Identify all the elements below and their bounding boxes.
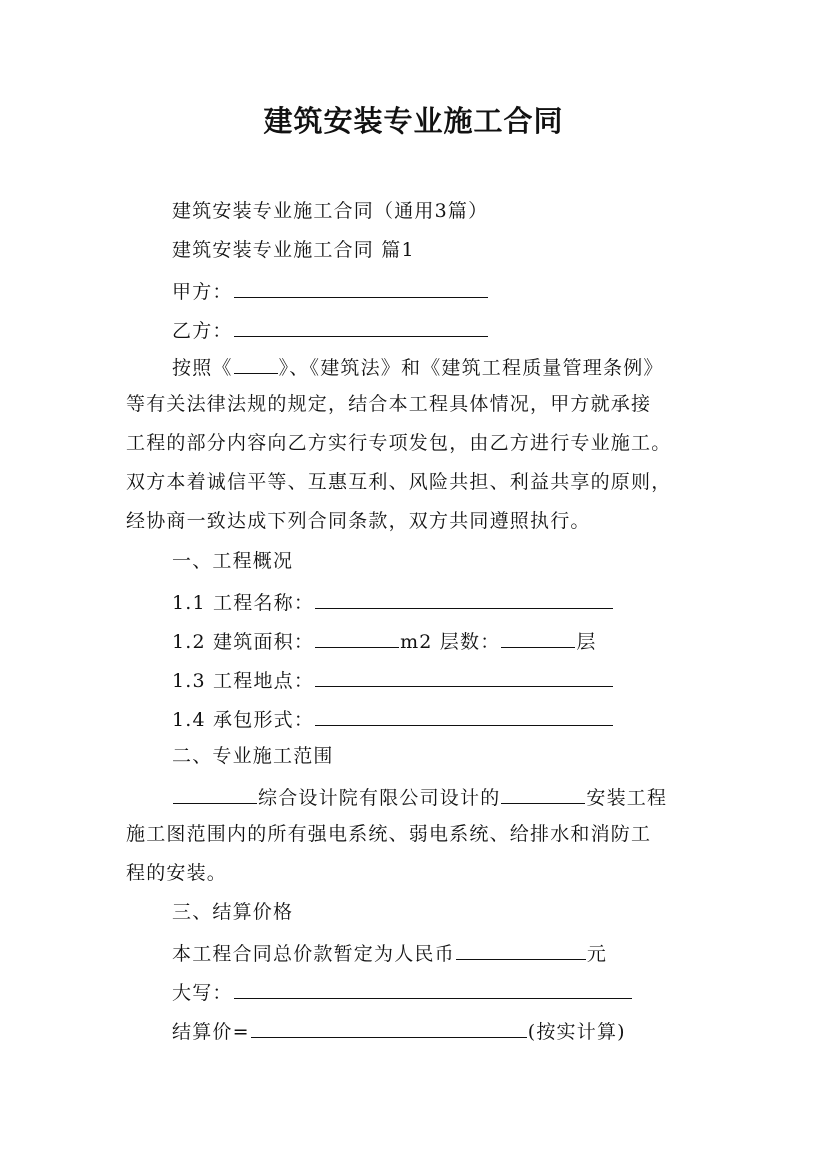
section-1-heading: 一、工程概况	[172, 550, 294, 572]
scope-line-3: 程的安装。	[126, 862, 228, 884]
installation-project-blank	[501, 782, 585, 804]
intro-line-4: 双方本着诚信平等、互惠互利、风险共担、利益共享的原则，	[126, 471, 672, 493]
document-subtitle: 建筑安装专业施工合同（通用3篇）	[172, 200, 489, 222]
building-area-label: 1.2 建筑面积：	[172, 631, 315, 653]
party-b-blank	[234, 315, 488, 337]
section-3-heading: 三、结算价格	[172, 901, 294, 923]
total-price-label: 本工程合同总价款暂定为人民币	[172, 943, 455, 965]
intro-line-5: 经协商一致达成下列合同条款，双方共同遵照执行。	[126, 510, 591, 532]
total-price-blank	[456, 938, 586, 960]
project-location-label: 1.3 工程地点：	[172, 670, 315, 692]
project-name-blank	[315, 587, 613, 609]
floors-label: m2 层数：	[400, 631, 501, 653]
scope-text: 综合设计院有限公司设计的	[258, 787, 501, 809]
regulation-name-blank	[234, 352, 278, 374]
intro-line-1	[172, 352, 827, 381]
contract-form-line	[172, 704, 827, 733]
settlement-price-line	[172, 1016, 827, 1045]
settlement-price-blank	[251, 1016, 527, 1038]
party-a-label: 甲方：	[172, 281, 233, 303]
contract-form-label: 1.4 承包形式：	[172, 709, 315, 731]
floors-suffix: 层	[576, 631, 597, 653]
intro-line-3: 工程的部分内容向乙方实行专项发包，由乙方进行专业施工。	[126, 432, 672, 454]
settlement-price-label: 结算价=	[172, 1021, 250, 1043]
amount-in-words-blank	[234, 977, 632, 999]
intro-text: 按照《	[172, 357, 233, 379]
project-name-label: 1.1 工程名称：	[172, 592, 315, 614]
project-name-line	[172, 587, 827, 616]
amount-in-words-line	[172, 977, 827, 1006]
intro-line-2: 等有关法律法规的规定，结合本工程具体情况，甲方就承接	[126, 393, 652, 415]
project-location-line	[172, 665, 827, 694]
intro-text: 》、《建筑法》和《建筑工程质量管理条例》	[278, 357, 664, 379]
project-location-blank	[315, 665, 613, 687]
total-price-line	[172, 938, 827, 967]
contract-form-blank	[315, 704, 613, 726]
party-b-line	[172, 315, 827, 344]
scope-line-1	[172, 782, 827, 811]
scope-text: 安装工程	[586, 787, 668, 809]
amount-in-words-label: 大写：	[172, 982, 233, 1004]
floors-blank	[501, 626, 575, 648]
party-a-blank	[234, 276, 488, 298]
party-b-label: 乙方：	[172, 320, 233, 342]
building-area-line	[172, 626, 827, 655]
party-a-line	[172, 276, 827, 305]
piece-heading: 建筑安装专业施工合同 篇1	[172, 239, 415, 261]
currency-unit: 元	[586, 943, 608, 965]
document-title: 建筑安装专业施工合同	[263, 104, 564, 138]
section-2-heading: 二、专业施工范围	[172, 745, 334, 767]
building-area-blank	[315, 626, 399, 648]
settlement-price-note: (按实计算)	[527, 1021, 626, 1043]
scope-line-2: 施工图范围内的所有强电系统、弱电系统、给排水和消防工	[126, 823, 652, 845]
design-institute-blank	[173, 782, 257, 804]
